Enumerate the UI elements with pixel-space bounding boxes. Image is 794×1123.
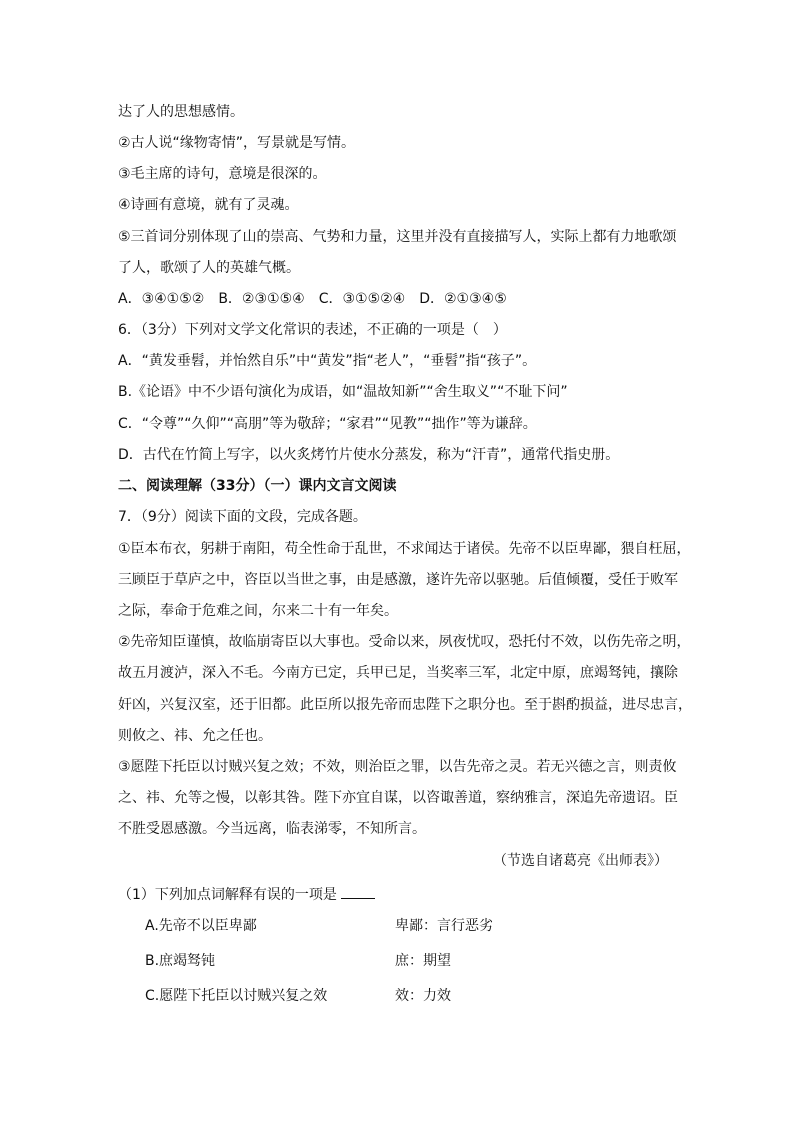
passage-line: 三顾臣于草庐之中，咨臣以当世之事，由是感激，遂许先帝以驱驰。后值倾覆，受任于败军 xyxy=(118,572,678,588)
passage-line: 故五月渡泸，深入不毛。今南方已定，兵甲已足，当奖率三军，北定中原，庶竭驽钝，攘除 xyxy=(118,665,678,681)
passage-line: 之、祎、允等之慢，以彰其咎。陛下亦宜自谋，以咨诹善道，察纳雅言，深追先帝遗诏。臣 xyxy=(118,790,678,806)
text-line: ④诗画有意境，就有了灵魂。 xyxy=(118,197,299,213)
subquestion-gloss-a: 卑鄙：言行恶劣 xyxy=(395,918,493,934)
question-7: 7．（9分）阅读下面的文段，完成各题。 xyxy=(118,509,367,525)
text-line: ②古人说“缘物寄情”，写景就是写情。 xyxy=(118,135,356,151)
passage-line: 之际，奉命于危难之间，尔来二十有一年矣。 xyxy=(118,603,398,619)
option-b: B.《论语》中不少语句演化为成语，如“温故知新”“舍生取义”“不耻下问” xyxy=(118,384,568,400)
section-heading: 二、阅读理解（33分）（一）课内文言文阅读 xyxy=(118,478,397,494)
passage-line: 不胜受恩感激。今当远离，临表涕零，不知所言。 xyxy=(118,821,426,837)
question-6: 6．（3分）下列对文学文化常识的表述，不正确的一项是（ ） xyxy=(118,322,507,338)
option-c: C．“令尊”“久仰”“高朋”等为敬辞；“家君”“见教”“拙作”等为谦辞。 xyxy=(118,416,537,432)
passage-line: ①臣本布衣，躬耕于南阳，苟全性命于乱世，不求闻达于诸侯。先帝不以臣卑鄙，猥自枉屈， xyxy=(118,541,691,557)
subquestion-gloss-b: 庶：期望 xyxy=(395,953,451,969)
text-line: ③毛主席的诗句，意境是很深的。 xyxy=(118,166,327,182)
passage-line: ②先帝知臣谨慎，故临崩寄臣以大事也。受命以来，夙夜忧叹，恐托付不效，以伤先帝之明， xyxy=(118,634,691,650)
subquestion-1 xyxy=(118,884,678,905)
text-line: 达了人的思想感情。 xyxy=(118,104,244,120)
passage-line: ③愿陛下托臣以讨贼兴复之效；不效，则治臣之罪，以告先帝之灵。若无兴德之言，则责攸 xyxy=(118,759,677,775)
subquestion-gloss-c: 效：力效 xyxy=(395,988,451,1004)
text-line: ⑤三首词分别体现了山的崇高、气势和力量，这里并没有直接描写人，实际上都有力地歌颂 xyxy=(118,229,677,245)
passage-line: 则攸之、祎、允之任也。 xyxy=(118,728,272,744)
subquestion-option-b: B.庶竭驽钝 xyxy=(145,953,216,969)
option-d: D．古代在竹简上写字，以火炙烤竹片使水分蒸发，称为“汗青”，通常代指史册。 xyxy=(118,447,620,463)
subquestion-1-text: （1）下列加点词解释有误的一项是 xyxy=(118,887,337,903)
answer-blank xyxy=(341,884,375,899)
subquestion-option-c: C.愿陛下托臣以讨贼兴复之效 xyxy=(145,988,328,1004)
answer-choices: A．③④①⑤② B．②③①⑤④ C．③①⑤②④ D．②①③④⑤ xyxy=(118,291,507,307)
option-a: A．“黄发垂髫，并怡然自乐”中“黄发”指“老人”，“垂髫”指“孩子”。 xyxy=(118,353,537,369)
source-citation: （节选自诸葛亮《出师表》） xyxy=(493,853,668,869)
passage-line: 奸凶，兴复汉室，还于旧都。此臣所以报先帝而忠陛下之职分也。至于斟酌损益，进尽忠言， xyxy=(118,697,692,713)
subquestion-option-a: A.先帝不以臣卑鄙 xyxy=(145,918,257,934)
text-line: 了人，歌颂了人的英雄气概。 xyxy=(118,260,300,276)
